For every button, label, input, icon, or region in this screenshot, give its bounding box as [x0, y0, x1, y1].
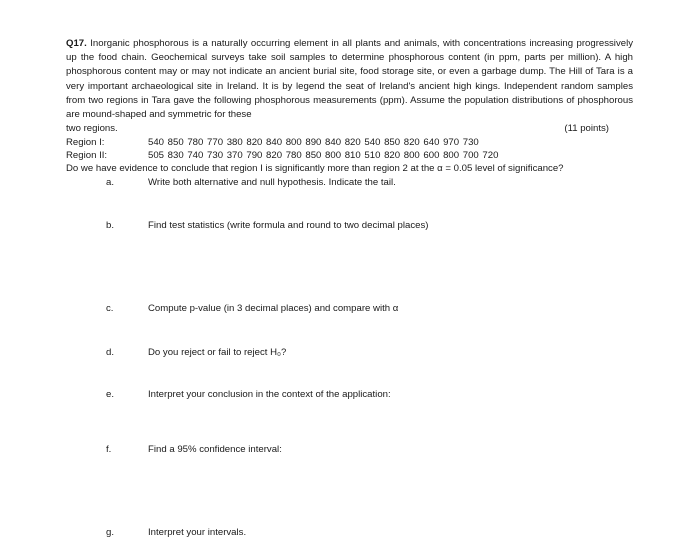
part-c-letter: c. — [106, 303, 114, 314]
region-2-label: Region II: — [66, 150, 108, 161]
points-line — [66, 122, 633, 135]
problem-statement-end: two regions. — [66, 123, 118, 134]
region-2-values: 505 830 740 730 370 790 820 780 850 800 810 510 820 800 600 800 700 720 — [148, 150, 499, 161]
part-f-text: Find a 95% confidence interval: — [148, 444, 282, 455]
part-g-letter: g. — [106, 527, 115, 538]
part-f-letter: f. — [106, 444, 112, 455]
part-e-text: Interpret your conclusion in the context of the application: — [148, 389, 391, 400]
problem-intro — [66, 37, 633, 122]
main-question: Do we have evidence to conclude that region I is significantly more than region 2 at the α = 0.05 level of significance? — [66, 163, 564, 174]
part-g-text: Interpret your intervals. — [148, 527, 247, 538]
question-number: Q17. — [66, 38, 87, 49]
region-1-label: Region I: — [66, 137, 105, 148]
part-d-text: Do you reject or fail to reject H₀? — [148, 347, 287, 358]
part-a-text: Write both alternative and null hypothesis. Indicate the tail. — [148, 177, 396, 188]
problem-statement: Inorganic phosphorous is a naturally occurring element in all plants and animals, with concentrations increasing progressively up the food chain. Geochemical surveys take soil samples to determine phosphorous content (in ppm, parts per million). A high phosphorous content may or may not indicate an ancient burial site, food storage site, or even a garbage dump. The Hill of Tara is a very important archaeological site in Ireland. It is by legend the seat of Ireland's ancient high kings. Independent random samples from two regions in Tara gave the following phosphorous measurements (ppm). Assume the population distributions of phosphorous are mound-shaped and symmetric for these — [66, 38, 634, 121]
part-a-letter: a. — [106, 177, 115, 188]
part-d-letter: d. — [106, 347, 115, 358]
part-c-text: Compute p-value (in 3 decimal places) and compare with α — [148, 303, 399, 314]
part-b-text: Find test statistics (write formula and round to two decimal places) — [148, 220, 429, 231]
region-1-values: 540 850 780 770 380 820 840 800 890 840 820 540 850 820 640 970 730 — [148, 137, 479, 148]
points-value: (11 points) — [564, 123, 609, 134]
part-b-letter: b. — [106, 220, 115, 231]
part-e-letter: e. — [106, 389, 115, 400]
